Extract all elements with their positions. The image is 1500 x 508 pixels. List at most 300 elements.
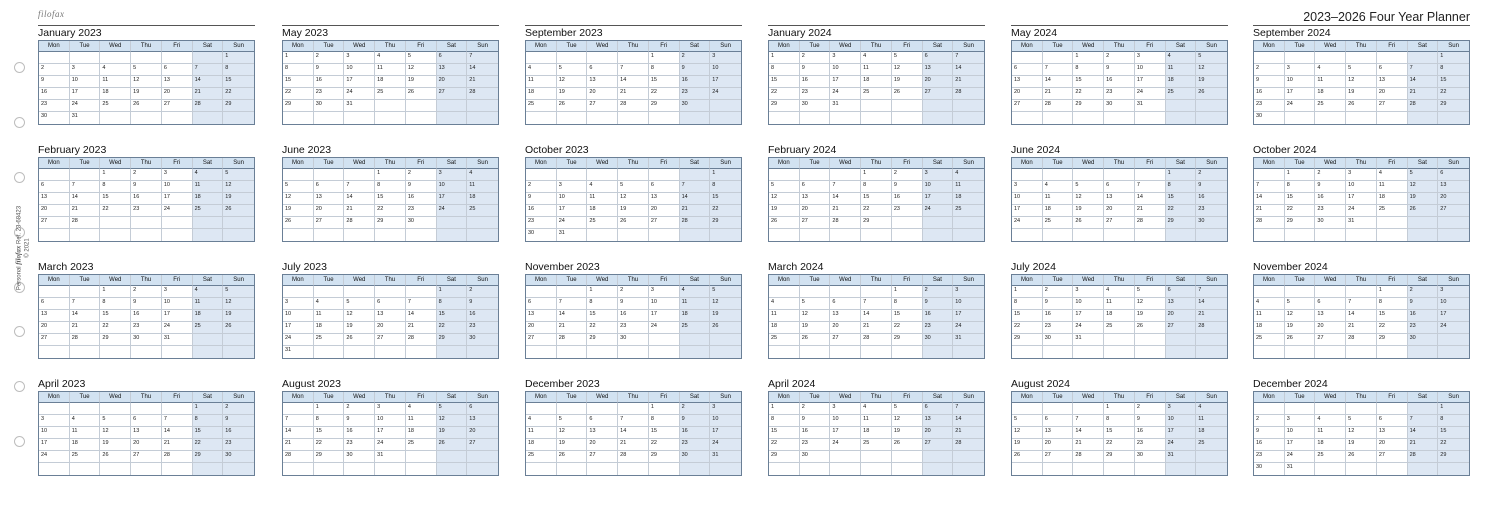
day-cell [1285, 346, 1316, 358]
day-cell: 20 [800, 205, 831, 217]
day-cell: 8 [769, 64, 800, 76]
day-cell [1043, 229, 1074, 241]
day-cell: 1 [587, 286, 618, 298]
day-cell: 11 [953, 181, 984, 193]
day-cell: 11 [100, 76, 131, 88]
day-cell: 20 [131, 439, 162, 451]
day-cell [618, 463, 649, 475]
day-cell [649, 346, 680, 358]
day-cell: 20 [1377, 88, 1408, 100]
day-cell [467, 112, 498, 124]
month-title: May 2024 [1011, 27, 1058, 39]
day-cell: 29 [1073, 100, 1104, 112]
day-cell: 24 [39, 451, 70, 463]
day-cell: 28 [1135, 217, 1166, 229]
day-cell: 18 [587, 205, 618, 217]
day-cell [526, 169, 557, 181]
day-cell: 1 [710, 169, 741, 181]
day-cell: 19 [800, 322, 831, 334]
day-cell [1315, 112, 1346, 124]
weekday-header: Wed [344, 158, 375, 169]
day-cell: 2 [1408, 286, 1439, 298]
day-cell: 30 [800, 100, 831, 112]
day-cell [861, 229, 892, 241]
day-cell: 13 [1377, 427, 1408, 439]
day-cell: 9 [892, 181, 923, 193]
day-cell [375, 463, 406, 475]
weekday-header: Tue [70, 41, 101, 52]
day-cell [467, 217, 498, 229]
day-cell: 25 [1315, 100, 1346, 112]
day-cell [162, 229, 193, 241]
day-cell: 27 [1043, 451, 1074, 463]
day-cell: 16 [800, 427, 831, 439]
day-cell: 18 [406, 427, 437, 439]
day-cell: 12 [344, 310, 375, 322]
day-cell [769, 463, 800, 475]
day-cell: 25 [70, 451, 101, 463]
day-cell: 7 [70, 298, 101, 310]
day-cell [557, 112, 588, 124]
day-cell: 12 [1135, 298, 1166, 310]
day-cell: 20 [375, 322, 406, 334]
day-cell: 11 [861, 415, 892, 427]
day-cell: 23 [131, 322, 162, 334]
day-cell: 11 [1254, 310, 1285, 322]
weekday-header: Fri [406, 275, 437, 286]
day-cell: 16 [39, 88, 70, 100]
day-cell: 10 [283, 310, 314, 322]
day-cell: 20 [437, 76, 468, 88]
day-cell: 31 [710, 451, 741, 463]
weekday-header: Sat [1166, 275, 1197, 286]
day-cell: 18 [526, 88, 557, 100]
day-cell: 13 [923, 415, 954, 427]
day-cell: 17 [1135, 76, 1166, 88]
day-cell [1043, 169, 1074, 181]
day-cell [1166, 463, 1197, 475]
weekday-header: Wed [830, 158, 861, 169]
day-cell [830, 451, 861, 463]
weekday-header: Wed [1315, 392, 1346, 403]
day-cell: 8 [1377, 298, 1408, 310]
day-cell: 22 [649, 88, 680, 100]
day-cell: 28 [953, 88, 984, 100]
day-cell: 1 [861, 169, 892, 181]
day-cell: 26 [344, 334, 375, 346]
day-cell: 23 [923, 322, 954, 334]
day-cell: 20 [1166, 310, 1197, 322]
day-cell: 2 [131, 286, 162, 298]
weekday-header: Sun [1196, 158, 1227, 169]
month-calendar [525, 27, 742, 125]
day-cell: 3 [1012, 181, 1043, 193]
day-cell: 28 [70, 217, 101, 229]
day-cell: 10 [923, 181, 954, 193]
day-cell: 12 [1346, 76, 1377, 88]
weekday-header: Tue [1043, 275, 1074, 286]
day-cell: 9 [800, 64, 831, 76]
day-cell [710, 100, 741, 112]
day-cell: 5 [618, 181, 649, 193]
day-cell: 21 [406, 322, 437, 334]
day-cell [1315, 403, 1346, 415]
day-cell: 2 [131, 169, 162, 181]
day-cell: 19 [1346, 439, 1377, 451]
day-cell: 26 [1346, 451, 1377, 463]
day-cell: 14 [1408, 427, 1439, 439]
day-cell: 25 [406, 439, 437, 451]
weekday-header: Wed [344, 275, 375, 286]
day-cell: 29 [314, 451, 345, 463]
day-cell: 13 [39, 310, 70, 322]
day-cell: 4 [526, 415, 557, 427]
month-grid [1011, 157, 1228, 242]
day-cell: 22 [769, 88, 800, 100]
month-title: May 2023 [282, 27, 329, 39]
day-cell [1166, 112, 1197, 124]
day-cell: 12 [283, 193, 314, 205]
day-cell: 6 [649, 181, 680, 193]
day-cell: 11 [70, 427, 101, 439]
day-cell [710, 346, 741, 358]
weekday-header: Mon [283, 158, 314, 169]
day-cell [1377, 346, 1408, 358]
weekday-header: Sat [437, 392, 468, 403]
day-cell [861, 346, 892, 358]
weekday-header: Sat [1408, 158, 1439, 169]
day-cell: 29 [1166, 217, 1197, 229]
day-cell: 7 [680, 181, 711, 193]
day-cell: 7 [344, 181, 375, 193]
day-cell: 12 [1346, 427, 1377, 439]
day-cell: 9 [618, 298, 649, 310]
day-cell: 18 [193, 193, 224, 205]
weekday-header: Fri [1135, 392, 1166, 403]
day-cell: 21 [1254, 205, 1285, 217]
day-cell: 12 [710, 298, 741, 310]
day-cell: 24 [1346, 205, 1377, 217]
day-cell [437, 112, 468, 124]
day-cell: 22 [100, 205, 131, 217]
day-cell: 10 [1438, 298, 1469, 310]
day-cell: 20 [587, 88, 618, 100]
day-cell: 23 [223, 439, 254, 451]
day-cell [1408, 52, 1439, 64]
day-cell: 13 [131, 427, 162, 439]
day-cell: 17 [710, 76, 741, 88]
month-calendar [1011, 144, 1228, 242]
day-cell [131, 403, 162, 415]
day-cell [131, 217, 162, 229]
weekday-header: Mon [769, 392, 800, 403]
day-cell [1104, 229, 1135, 241]
day-cell: 12 [1285, 310, 1316, 322]
day-cell [892, 229, 923, 241]
day-cell [830, 169, 861, 181]
day-cell: 12 [557, 427, 588, 439]
weekday-header: Tue [800, 275, 831, 286]
day-cell: 22 [193, 439, 224, 451]
day-cell [1346, 403, 1377, 415]
day-cell: 24 [283, 334, 314, 346]
month-grid [768, 274, 985, 359]
weekday-header: Wed [830, 41, 861, 52]
day-cell: 21 [1408, 88, 1439, 100]
weekday-header: Fri [1377, 41, 1408, 52]
day-cell [1346, 286, 1377, 298]
weekday-header: Sun [223, 41, 254, 52]
day-cell: 13 [1012, 76, 1043, 88]
binder-hole [14, 172, 25, 183]
day-cell [618, 169, 649, 181]
day-cell: 12 [1073, 193, 1104, 205]
day-cell: 28 [557, 334, 588, 346]
day-cell [1196, 346, 1227, 358]
month-calendar [768, 378, 985, 476]
day-cell: 2 [680, 403, 711, 415]
day-cell: 16 [131, 193, 162, 205]
day-cell: 1 [437, 286, 468, 298]
day-cell: 3 [1073, 286, 1104, 298]
weekday-header: Wed [830, 275, 861, 286]
day-cell: 30 [1408, 334, 1439, 346]
day-cell [1254, 52, 1285, 64]
day-cell [830, 112, 861, 124]
day-cell [618, 52, 649, 64]
day-cell: 25 [1104, 322, 1135, 334]
day-cell: 15 [1438, 427, 1469, 439]
month-grid [38, 157, 255, 242]
day-cell [892, 451, 923, 463]
day-cell: 5 [223, 169, 254, 181]
month-grid [38, 391, 255, 476]
day-cell: 16 [223, 427, 254, 439]
day-cell: 20 [1315, 322, 1346, 334]
day-cell: 30 [344, 451, 375, 463]
day-cell: 15 [314, 427, 345, 439]
day-cell: 31 [1346, 217, 1377, 229]
day-cell: 22 [861, 205, 892, 217]
day-cell: 15 [283, 76, 314, 88]
day-cell [1043, 52, 1074, 64]
day-cell: 23 [1104, 88, 1135, 100]
month-grid [525, 274, 742, 359]
header-rule [38, 25, 255, 26]
month-calendar [525, 378, 742, 476]
day-cell: 26 [1012, 451, 1043, 463]
day-cell: 26 [406, 88, 437, 100]
day-cell: 30 [923, 334, 954, 346]
day-cell: 20 [830, 322, 861, 334]
day-cell: 12 [769, 193, 800, 205]
day-cell: 15 [861, 193, 892, 205]
day-cell: 26 [283, 217, 314, 229]
day-cell: 7 [162, 415, 193, 427]
day-cell: 7 [283, 415, 314, 427]
day-cell: 7 [953, 52, 984, 64]
day-cell: 17 [1073, 310, 1104, 322]
weekday-header: Thu [131, 158, 162, 169]
day-cell: 31 [953, 334, 984, 346]
month-calendar [1011, 261, 1228, 359]
day-cell [314, 229, 345, 241]
weekday-header: Thu [375, 392, 406, 403]
day-cell: 18 [1254, 322, 1285, 334]
day-cell: 16 [618, 310, 649, 322]
day-cell: 23 [618, 322, 649, 334]
day-cell [649, 334, 680, 346]
day-cell: 18 [1377, 193, 1408, 205]
day-cell: 17 [70, 88, 101, 100]
day-cell: 26 [1285, 334, 1316, 346]
day-cell: 21 [680, 205, 711, 217]
day-cell [131, 229, 162, 241]
month-title: April 2023 [38, 378, 86, 390]
day-cell: 21 [1346, 322, 1377, 334]
weekday-header: Sun [953, 158, 984, 169]
day-cell: 8 [223, 64, 254, 76]
day-cell [892, 217, 923, 229]
day-cell: 31 [344, 100, 375, 112]
day-cell: 27 [1315, 334, 1346, 346]
day-cell: 13 [526, 310, 557, 322]
month-grid [1011, 274, 1228, 359]
weekday-header: Tue [1043, 158, 1074, 169]
day-cell: 23 [344, 439, 375, 451]
day-cell [587, 52, 618, 64]
day-cell: 5 [437, 403, 468, 415]
day-cell: 27 [587, 451, 618, 463]
weekday-header: Thu [375, 275, 406, 286]
day-cell: 23 [526, 217, 557, 229]
day-cell [526, 403, 557, 415]
day-cell: 25 [193, 205, 224, 217]
day-cell: 11 [1315, 427, 1346, 439]
day-cell [437, 100, 468, 112]
weekday-header: Thu [618, 392, 649, 403]
day-cell: 14 [1196, 298, 1227, 310]
day-cell: 19 [1285, 322, 1316, 334]
day-cell: 30 [223, 451, 254, 463]
day-cell: 14 [618, 427, 649, 439]
day-cell: 16 [923, 310, 954, 322]
day-cell: 7 [1346, 298, 1377, 310]
weekday-header: Sat [1166, 158, 1197, 169]
day-cell [587, 112, 618, 124]
weekday-header: Fri [1377, 275, 1408, 286]
day-cell: 19 [344, 322, 375, 334]
day-cell: 30 [131, 334, 162, 346]
month-calendar [1253, 378, 1470, 476]
day-cell: 25 [1254, 334, 1285, 346]
day-cell [830, 463, 861, 475]
day-cell: 10 [162, 298, 193, 310]
weekday-header: Sun [467, 275, 498, 286]
day-cell [1346, 229, 1377, 241]
weekday-header: Sun [1438, 275, 1469, 286]
weekday-header: Tue [1285, 41, 1316, 52]
weekday-header: Fri [406, 392, 437, 403]
weekday-header: Wed [1073, 41, 1104, 52]
day-cell: 1 [1012, 286, 1043, 298]
day-cell: 20 [1012, 88, 1043, 100]
day-cell: 19 [1346, 88, 1377, 100]
weekday-header: Mon [1012, 158, 1043, 169]
day-cell [1196, 229, 1227, 241]
day-cell: 6 [526, 298, 557, 310]
day-cell: 16 [526, 205, 557, 217]
day-cell: 17 [344, 76, 375, 88]
weekday-header: Fri [406, 41, 437, 52]
day-cell [193, 334, 224, 346]
day-cell: 9 [1408, 298, 1439, 310]
day-cell: 9 [406, 181, 437, 193]
day-cell [892, 100, 923, 112]
weekday-header: Fri [1135, 275, 1166, 286]
header-rule [525, 25, 742, 26]
day-cell [100, 217, 131, 229]
day-cell: 1 [1104, 403, 1135, 415]
day-cell: 10 [830, 64, 861, 76]
day-cell: 14 [1346, 310, 1377, 322]
day-cell: 16 [467, 310, 498, 322]
day-cell: 21 [162, 439, 193, 451]
weekday-header: Fri [649, 392, 680, 403]
day-cell [1012, 52, 1043, 64]
day-cell: 28 [1408, 100, 1439, 112]
day-cell [100, 463, 131, 475]
day-cell [193, 52, 224, 64]
day-cell: 18 [193, 310, 224, 322]
month-calendar [1253, 27, 1470, 125]
weekday-header: Fri [162, 275, 193, 286]
day-cell: 3 [437, 169, 468, 181]
day-cell [193, 217, 224, 229]
day-cell: 25 [314, 334, 345, 346]
day-cell: 21 [953, 76, 984, 88]
day-cell: 8 [314, 415, 345, 427]
weekday-header: Sat [193, 275, 224, 286]
day-cell: 7 [1408, 415, 1439, 427]
day-cell: 27 [526, 334, 557, 346]
weekday-header: Fri [649, 158, 680, 169]
day-cell: 22 [710, 205, 741, 217]
day-cell: 14 [680, 193, 711, 205]
day-cell: 1 [1285, 169, 1316, 181]
day-cell [526, 286, 557, 298]
month-title: September 2023 [525, 27, 603, 39]
day-cell: 25 [953, 205, 984, 217]
day-cell: 20 [923, 76, 954, 88]
day-cell: 9 [39, 76, 70, 88]
day-cell: 9 [923, 298, 954, 310]
day-cell: 24 [649, 322, 680, 334]
day-cell: 9 [1043, 298, 1074, 310]
day-cell: 8 [375, 181, 406, 193]
day-cell: 21 [344, 205, 375, 217]
day-cell [223, 334, 254, 346]
weekday-header: Tue [314, 158, 345, 169]
day-cell: 16 [406, 193, 437, 205]
day-cell: 8 [649, 415, 680, 427]
day-cell: 21 [1196, 310, 1227, 322]
day-cell: 27 [923, 439, 954, 451]
day-cell: 10 [344, 64, 375, 76]
day-cell: 27 [1166, 322, 1197, 334]
day-cell: 27 [830, 334, 861, 346]
weekday-header: Thu [618, 158, 649, 169]
